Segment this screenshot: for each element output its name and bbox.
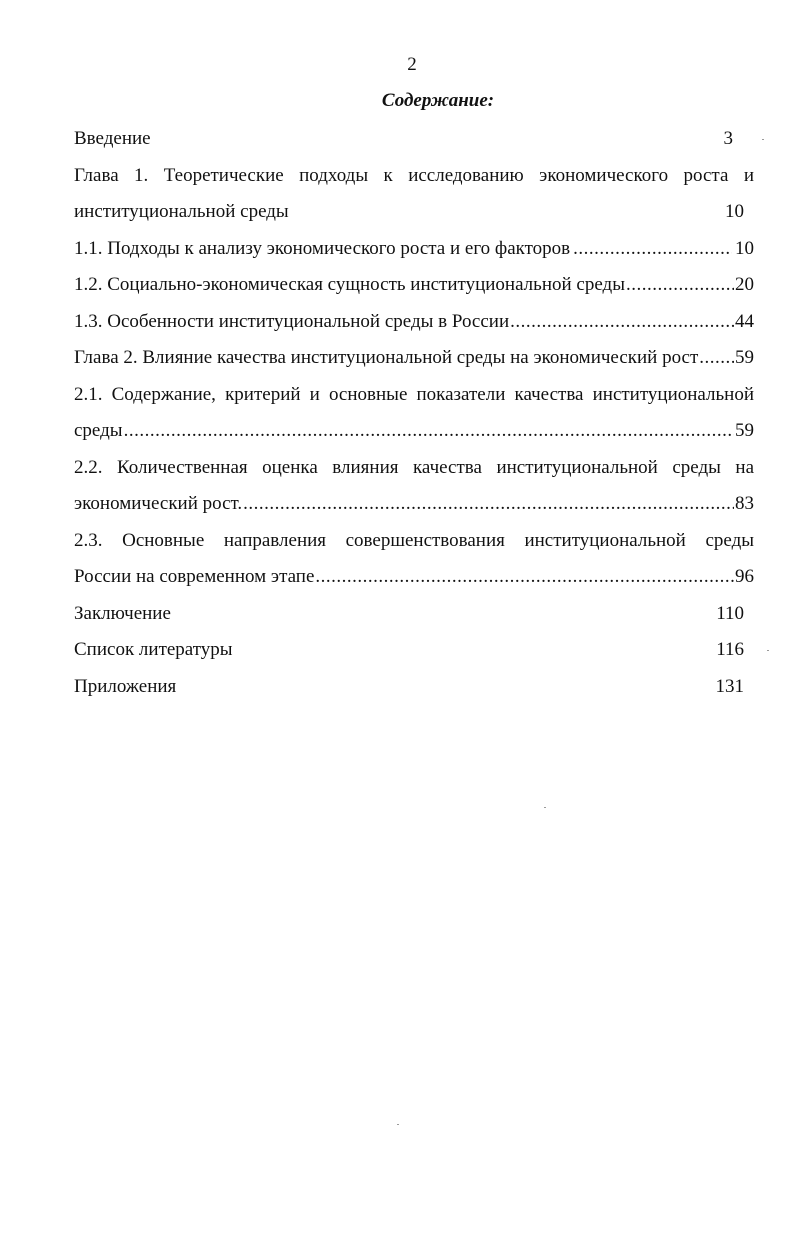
scan-speck [397,1124,399,1125]
table-of-contents [74,121,754,705]
toc-entry-page: 83 [735,493,754,514]
toc-title: Содержание: [381,90,495,111]
toc-entry-label: 1.1. Подходы к анализу экономического роста и его факторов [74,237,571,259]
toc-entry-label: Заключение [74,602,171,624]
toc-entry-label: 1.2. Социально-экономическая сущность институциональной среды [74,274,625,295]
toc-entry-label: Приложения [74,675,177,697]
toc-entry-page: 59 [735,420,754,441]
toc-entry-page: 110 [716,602,744,624]
toc-entry-chapter-1[interactable] [74,158,754,231]
toc-dot-leader [315,559,734,596]
toc-entry-section-1-1[interactable] [74,231,754,268]
toc-entry-section-2-1[interactable] [74,377,754,450]
toc-entry-label: Список литературы [74,639,233,660]
toc-entry-label: 1.3. Особенности институциональной среды в России [74,310,510,332]
toc-entry-label: Введение [74,128,151,149]
toc-entry-page: 20 [735,274,754,295]
toc-entry-introduction[interactable] [74,121,754,158]
toc-entry-page: 96 [735,566,754,587]
scan-speck [544,807,546,808]
page-number: 2 [407,54,417,75]
toc-entry-page: 116 [716,639,744,660]
toc-entry-page: 10 [735,237,754,259]
toc-entry-label-line2: России на современном этапе [74,566,315,587]
toc-entry-chapter-2[interactable] [74,340,754,377]
toc-entry-label-line2: институциональной среды [74,201,289,222]
toc-entry-section-1-3[interactable] [74,304,754,341]
toc-entry-label-line2: среды [74,420,123,441]
toc-entry-page: 131 [715,675,744,697]
toc-dot-leader [243,486,734,523]
toc-entry-label-line1: 2.3. Основные направления совершенствования институциональной среды [74,529,754,551]
scan-speck [767,650,769,651]
toc-entry-section-2-3[interactable] [74,523,754,596]
toc-dot-leader [626,267,734,304]
toc-entry-section-2-2[interactable] [74,450,754,523]
toc-entry-page: 3 [723,128,733,149]
toc-entry-label-line1: 2.2. Количественная оценка влияния качества институциональной среды на [74,456,754,478]
toc-entry-page: 44 [735,310,754,332]
toc-entry-label-line1: 2.1. Содержание, критерий и основные показатели качества институциональной [74,383,754,405]
toc-entry-appendices[interactable] [74,669,754,706]
toc-dot-leader [573,231,732,268]
toc-entry-label-line1: Глава 1. Теоретические подходы к исследованию экономического роста и [74,164,754,186]
toc-dot-leader [510,304,734,341]
toc-entry-section-1-2[interactable] [74,267,754,304]
scan-speck [762,139,764,140]
toc-entry-label: Глава 2. Влияние качества институциональной среды на экономический рост [74,347,699,368]
toc-entry-conclusion[interactable] [74,596,754,633]
toc-entry-page: 59 [735,347,754,368]
toc-dot-leader [124,413,734,450]
toc-entry-page: 10 [725,201,744,222]
toc-entry-references[interactable] [74,632,754,669]
toc-entry-label-line2: экономический рост. [74,493,243,514]
toc-dot-leader [699,340,734,377]
